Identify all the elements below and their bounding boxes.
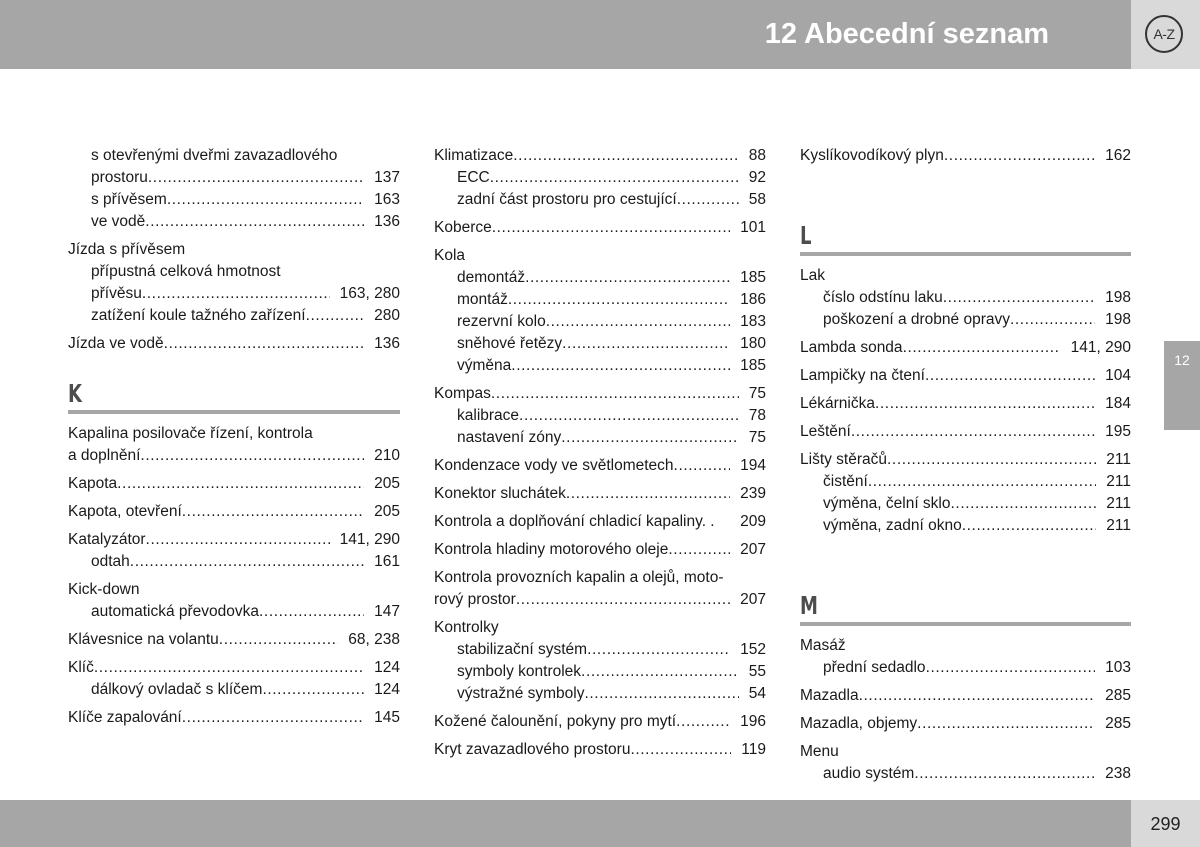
dot-leader	[925, 365, 1095, 387]
entry-text: Mazadla, objemy	[800, 715, 918, 732]
entry-text: audio systém	[823, 765, 915, 782]
dot-leader	[130, 551, 364, 573]
dot-leader	[951, 493, 1097, 515]
entry-text: zadní část prostoru pro cestující	[457, 191, 677, 208]
entry-text: přední sedadlo	[823, 659, 926, 676]
entry-page: 124	[374, 659, 400, 676]
entry-page: 162	[1105, 147, 1131, 164]
index-entry	[68, 239, 400, 261]
index-subentry	[434, 683, 766, 705]
index-subentry	[68, 551, 400, 573]
entry-page: 147	[374, 603, 400, 620]
dot-leader	[562, 333, 730, 355]
index-entry	[434, 539, 766, 561]
entry-text: číslo odstínu laku	[823, 289, 943, 306]
dot-leader	[262, 679, 364, 701]
index-column-1	[68, 145, 400, 729]
dot-leader	[674, 455, 731, 477]
index-subentry	[68, 601, 400, 623]
dot-leader	[676, 711, 730, 733]
dot-leader	[887, 449, 1096, 471]
dot-leader	[561, 427, 738, 449]
index-subentry	[800, 763, 1131, 785]
chapter-side-tab	[1164, 341, 1200, 430]
entry-page: 88	[748, 147, 766, 164]
index-entry	[68, 629, 400, 651]
index-subentry	[68, 261, 400, 283]
dot-leader	[492, 217, 730, 239]
index-subentry	[434, 639, 766, 661]
entry-page: 137	[374, 169, 400, 186]
dot-leader	[164, 333, 364, 355]
side-tab-label: 12	[1174, 352, 1190, 368]
index-entry	[800, 337, 1131, 359]
entry-text: nastavení zóny	[457, 429, 562, 446]
entry-text: Jízda s přívěsem	[68, 241, 186, 258]
entry-page: 186	[740, 291, 766, 308]
dot-leader	[851, 421, 1095, 443]
index-subentry	[434, 167, 766, 189]
entry-page: 163	[374, 191, 400, 208]
section-rule	[68, 410, 400, 414]
dot-leader	[875, 393, 1095, 415]
entry-page: 211	[1106, 517, 1131, 534]
entry-text: odtah	[91, 553, 130, 570]
index-subentry	[800, 287, 1131, 309]
dot-leader	[1010, 309, 1095, 331]
entry-page: 205	[374, 475, 400, 492]
entry-text: s přívěsem	[91, 191, 167, 208]
index-entry	[800, 145, 1131, 167]
index-subentry	[68, 679, 400, 701]
entry-page: 196	[740, 713, 766, 730]
index-entry	[434, 145, 766, 167]
entry-text: Koberce	[434, 219, 492, 236]
index-entry	[800, 421, 1131, 443]
entry-page: 78	[748, 407, 766, 424]
entry-page: 185	[740, 357, 766, 374]
entry-text: Konektor sluchátek	[434, 485, 566, 502]
az-index-box	[1131, 0, 1200, 69]
entry-text: výměna, čelní sklo	[823, 495, 951, 512]
header-bar	[0, 0, 1131, 69]
entry-page: 68, 238	[348, 631, 400, 648]
entry-page: 119	[741, 741, 766, 758]
dot-leader	[566, 483, 730, 505]
entry-text: kalibrace	[457, 407, 520, 424]
section-letter: L	[800, 221, 812, 250]
entry-page: 194	[740, 457, 766, 474]
entry-page: 198	[1105, 289, 1131, 306]
entry-text: Klíč	[68, 659, 94, 676]
entry-text: Kompas	[434, 385, 491, 402]
entry-text: Kryt zavazadlového prostoru	[434, 741, 631, 758]
dot-leader	[508, 289, 730, 311]
entry-text: Kondenzace vody ve světlometech	[434, 457, 674, 474]
entry-page: 185	[740, 269, 766, 286]
entry-page: 180	[740, 335, 766, 352]
entry-page: 211	[1106, 451, 1131, 468]
dot-leader	[584, 683, 738, 705]
dot-leader	[962, 515, 1097, 537]
index-entry	[434, 455, 766, 477]
index-subentry	[800, 515, 1131, 537]
index-subentry	[68, 145, 400, 167]
entry-text: Kontrola a doplňování chladicí kapaliny. .	[434, 513, 715, 530]
section-letter: K	[68, 379, 82, 408]
dot-leader	[868, 471, 1096, 493]
entry-page: 239	[740, 485, 766, 502]
entry-page: 54	[748, 685, 766, 702]
entry-page: 92	[748, 169, 766, 186]
entry-page: 136	[374, 213, 400, 230]
entry-page: 55	[748, 663, 766, 680]
entry-page: 198	[1105, 311, 1131, 328]
entry-page: 195	[1105, 423, 1131, 440]
page-number-box	[1131, 800, 1200, 847]
entry-text: Masáž	[800, 637, 846, 654]
dot-leader	[511, 355, 730, 377]
index-entry	[434, 739, 766, 761]
entry-page: 104	[1105, 367, 1131, 384]
dot-leader	[546, 311, 730, 333]
section-header	[800, 221, 1131, 256]
dot-leader	[630, 739, 731, 761]
entry-text: dálkový ovladač s klíčem	[91, 681, 263, 698]
dot-leader	[491, 383, 739, 405]
dot-leader	[677, 189, 739, 211]
entry-text: Klimatizace	[434, 147, 514, 164]
dot-leader	[917, 713, 1095, 735]
entry-text: Jízda ve vodě	[68, 335, 164, 352]
dot-leader	[259, 601, 364, 623]
entry-page: 211	[1106, 495, 1131, 512]
entry-page: 101	[740, 219, 766, 236]
index-entry	[800, 265, 1131, 287]
entry-page: 285	[1105, 687, 1131, 704]
entry-page: 145	[374, 709, 400, 726]
dot-leader	[903, 337, 1061, 359]
entry-text: sněhové řetězy	[457, 335, 563, 352]
section-spacer	[800, 537, 1131, 567]
index-entry	[434, 483, 766, 505]
entry-page: 161	[374, 553, 400, 570]
index-subentry	[434, 189, 766, 211]
entry-text: montáž	[457, 291, 508, 308]
entry-page: 238	[1105, 765, 1131, 782]
entry-text: Lampičky na čtení	[800, 367, 925, 384]
index-entry	[68, 529, 400, 551]
dot-leader	[148, 167, 364, 189]
index-entry	[68, 707, 400, 729]
dot-leader	[513, 145, 739, 167]
index-subentry	[434, 333, 766, 355]
entry-text: Menu	[800, 743, 839, 760]
entry-text: Lišty stěračů	[800, 451, 888, 468]
dot-leader	[145, 211, 364, 233]
page-number: 299	[1150, 814, 1181, 834]
section-spacer	[800, 167, 1131, 197]
index-entry	[434, 711, 766, 733]
index-subentry	[434, 267, 766, 289]
index-entry	[800, 449, 1131, 471]
index-entry	[68, 657, 400, 679]
entry-text: výstražné symboly	[457, 685, 585, 702]
index-column-2	[434, 145, 766, 761]
index-subentry	[434, 289, 766, 311]
entry-text: ve vodě	[91, 213, 146, 230]
entry-text: rezervní kolo	[457, 313, 546, 330]
index-subentry	[434, 661, 766, 683]
az-index-icon: A-Z	[1145, 15, 1183, 53]
entry-page: 211	[1106, 473, 1131, 490]
dot-leader	[182, 501, 364, 523]
section-rule	[800, 252, 1131, 256]
entry-text: výměna, zadní okno	[823, 517, 962, 534]
index-entry	[800, 685, 1131, 707]
dot-leader	[944, 145, 1095, 167]
entry-page: 280	[374, 307, 400, 324]
entry-page: 183	[740, 313, 766, 330]
entry-text: Kick-down	[68, 581, 140, 598]
entry-text: Kola	[434, 247, 466, 264]
entry-text: Lak	[800, 267, 825, 284]
dot-leader	[142, 283, 330, 305]
index-entry	[800, 713, 1131, 735]
entry-text: prostoru	[91, 169, 148, 186]
entry-text: Klíče zapalování	[68, 709, 182, 726]
index-subentry	[800, 471, 1131, 493]
dot-leader	[516, 589, 730, 611]
entry-text: přípustná celková hmotnost	[91, 263, 281, 280]
dot-leader	[140, 445, 364, 467]
index-subentry	[800, 657, 1131, 679]
entry-page: 209	[740, 513, 766, 530]
dot-leader	[117, 473, 364, 495]
section-rule	[800, 622, 1131, 626]
entry-page: 152	[740, 641, 766, 658]
dot-leader	[587, 639, 730, 661]
dot-leader	[219, 629, 338, 651]
entry-text: čistění	[823, 473, 868, 490]
index-subentry	[800, 309, 1131, 331]
entry-text: Leštění	[800, 423, 851, 440]
dot-leader	[519, 405, 739, 427]
entry-text: zatížení koule tažného zařízení	[91, 307, 306, 324]
footer-bar	[0, 800, 1131, 847]
entry-page: 75	[748, 385, 766, 402]
dot-leader	[182, 707, 364, 729]
entry-page: 124	[374, 681, 400, 698]
entry-text: stabilizační systém	[457, 641, 588, 658]
dot-leader	[490, 167, 739, 189]
entry-page: 163, 280	[339, 285, 400, 302]
dot-leader	[581, 661, 739, 683]
index-entry	[68, 445, 400, 467]
dot-leader	[668, 539, 730, 561]
entry-text: Klávesnice na volantu	[68, 631, 219, 648]
entry-text: automatická převodovka	[91, 603, 260, 620]
index-entry	[800, 393, 1131, 415]
index-entry	[68, 473, 400, 495]
entry-page: 103	[1105, 659, 1131, 676]
section-letter: M	[800, 591, 818, 620]
entry-text: a doplnění	[68, 447, 141, 464]
index-subentry	[68, 305, 400, 327]
entry-text: Kapota, otevření	[68, 503, 182, 520]
entry-text: poškození a drobné opravy	[823, 311, 1010, 328]
index-subentry	[434, 427, 766, 449]
entry-page: 207	[740, 591, 766, 608]
dot-leader	[525, 267, 730, 289]
chapter-title: 12 Abecední seznam	[764, 18, 1049, 50]
dot-leader	[926, 657, 1096, 679]
entry-text: rový prostor	[434, 591, 516, 608]
dot-leader	[943, 287, 1095, 309]
entry-text: Kapalina posilovače řízení, kontrola	[68, 425, 313, 442]
index-entry	[68, 501, 400, 523]
entry-text: s otevřenými dveřmi zavazadlového	[91, 147, 338, 164]
entry-text: Lékárnička	[800, 395, 875, 412]
dot-leader	[94, 657, 364, 679]
dot-leader	[914, 763, 1095, 785]
index-entry	[68, 423, 400, 445]
entry-page: 205	[374, 503, 400, 520]
index-column-3	[800, 145, 1131, 785]
index-subentry	[68, 211, 400, 233]
entry-text: výměna	[457, 357, 512, 374]
entry-page: 184	[1105, 395, 1131, 412]
entry-text: Kontrola provozních kapalin a olejů, moto-	[434, 569, 724, 586]
index-entry	[68, 579, 400, 601]
index-entry	[434, 511, 766, 533]
entry-text: Mazadla	[800, 687, 859, 704]
entry-text: symboly kontrolek	[457, 663, 582, 680]
entry-text: Kapota	[68, 475, 118, 492]
entry-page: 285	[1105, 715, 1131, 732]
entry-text: Kyslíkovodíkový plyn	[800, 147, 944, 164]
index-subentry	[68, 167, 400, 189]
index-entry	[434, 217, 766, 239]
entry-page: 210	[374, 447, 400, 464]
index-entry	[434, 589, 766, 611]
entry-text: demontáž	[457, 269, 526, 286]
entry-page: 58	[748, 191, 766, 208]
dot-leader	[167, 189, 364, 211]
section-header	[68, 379, 400, 414]
section-header	[800, 591, 1131, 626]
index-entry	[434, 617, 766, 639]
dot-leader	[146, 529, 330, 551]
dot-leader	[859, 685, 1096, 707]
index-entry	[434, 245, 766, 267]
entry-text: Kožené čalounění, pokyny pro mytí	[434, 713, 677, 730]
index-subentry	[68, 283, 400, 305]
entry-text: ECC	[457, 169, 490, 186]
index-subentry	[434, 355, 766, 377]
entry-text: Lambda sonda	[800, 339, 903, 356]
index-entry	[68, 333, 400, 355]
index-subentry	[68, 189, 400, 211]
index-subentry	[434, 311, 766, 333]
index-entry	[434, 383, 766, 405]
entry-page: 141, 290	[1070, 339, 1131, 356]
index-entry	[800, 741, 1131, 763]
entry-page: 141, 290	[339, 531, 400, 548]
dot-leader	[306, 305, 365, 327]
entry-page: 75	[748, 429, 766, 446]
index-entry	[434, 567, 766, 589]
entry-page: 207	[740, 541, 766, 558]
index-subentry	[800, 493, 1131, 515]
entry-text: Kontrolky	[434, 619, 499, 636]
index-entry	[800, 635, 1131, 657]
entry-text: přívěsu	[91, 285, 142, 302]
entry-text: Katalyzátor	[68, 531, 146, 548]
index-entry	[800, 365, 1131, 387]
entry-page: 136	[374, 335, 400, 352]
index-subentry	[434, 405, 766, 427]
entry-text: Kontrola hladiny motorového oleje	[434, 541, 669, 558]
